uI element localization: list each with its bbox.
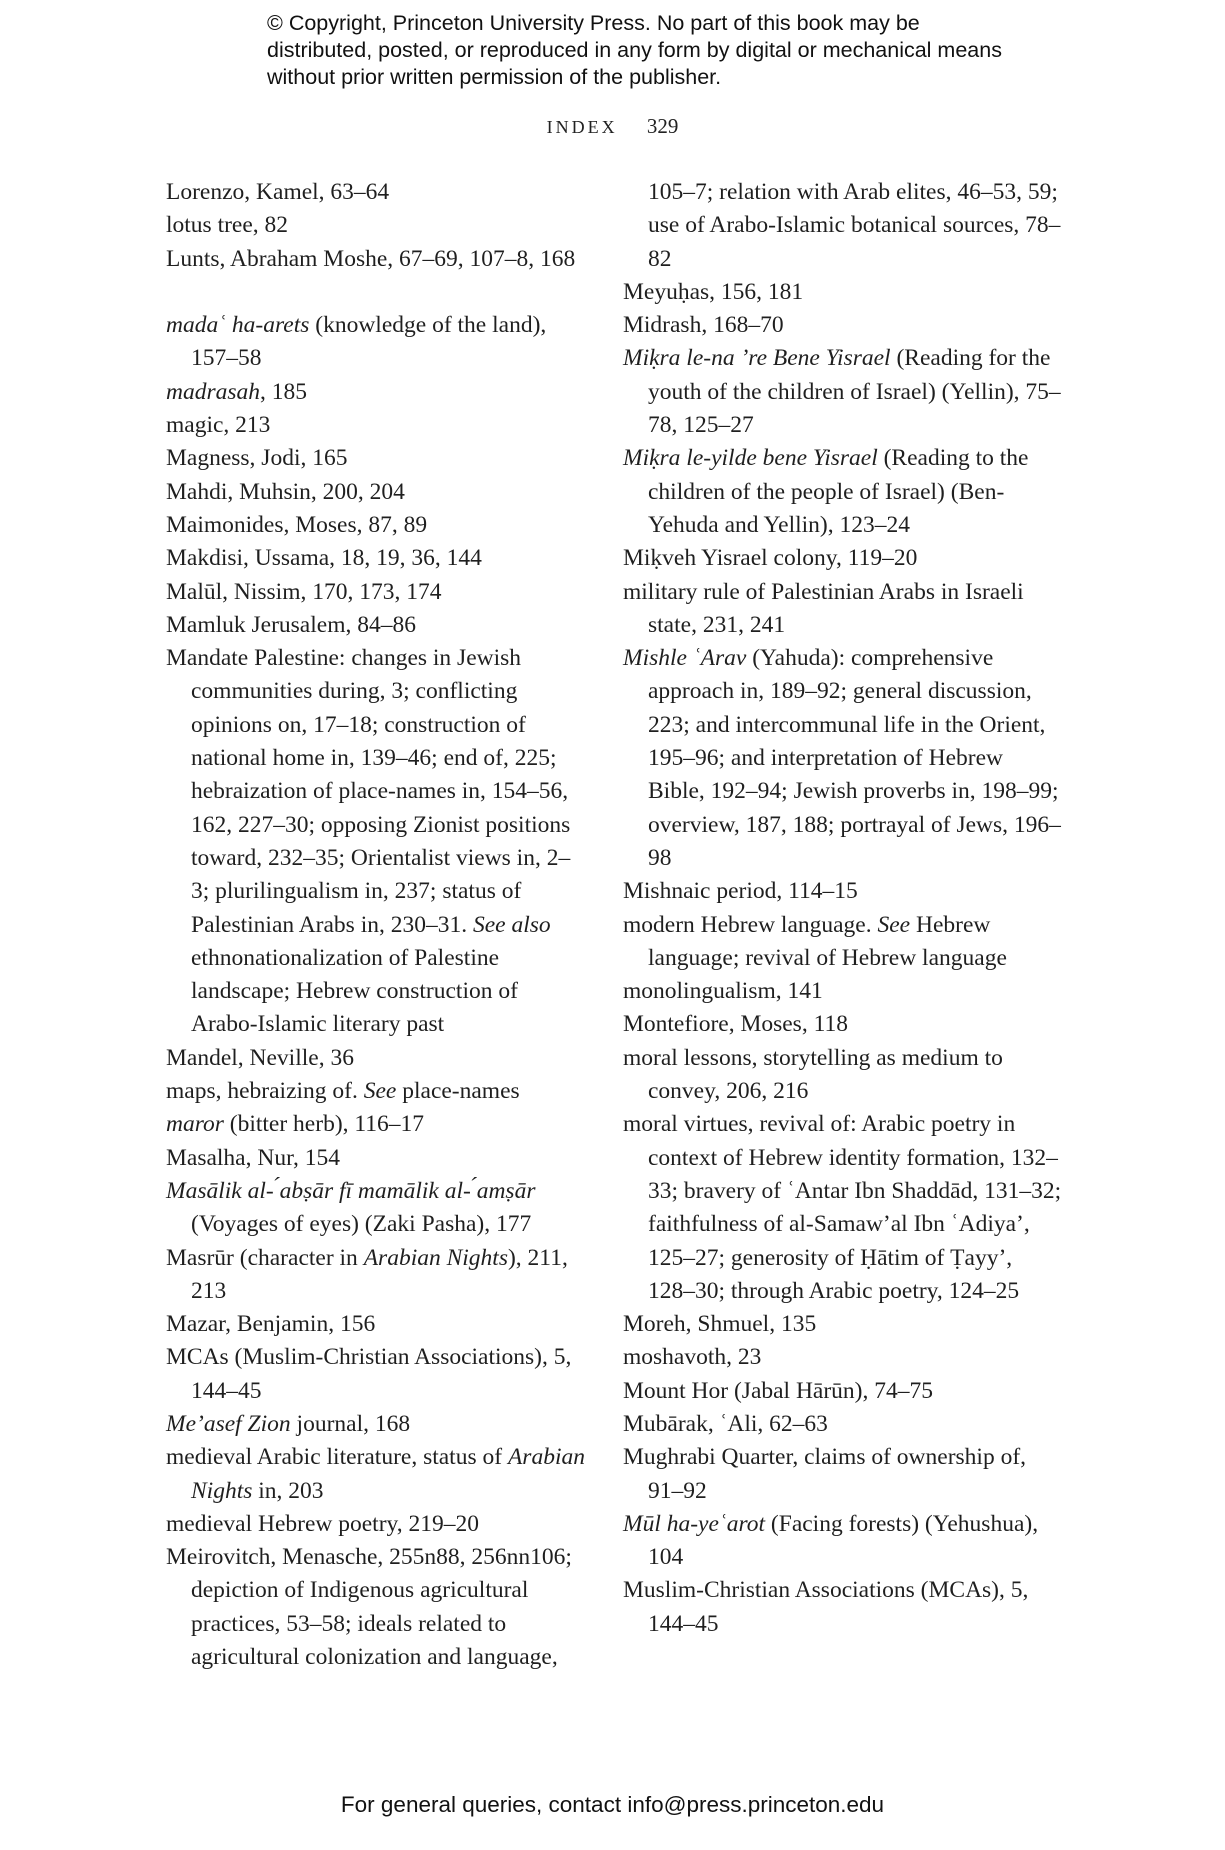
index-entry: medieval Hebrew poetry, 219–20 xyxy=(166,1510,480,1537)
index-entry: Mandel, Neville, 36 xyxy=(166,1044,354,1071)
index-entry: Maimonides, Moses, 87, 89 xyxy=(166,511,428,538)
index-entry: Mamluk Jerusalem, 84–86 xyxy=(166,611,416,638)
running-head xyxy=(0,114,1225,139)
index-entry: moral lessons, storytelling as medium to convey, 206, 216 xyxy=(623,1044,1003,1105)
index-entry: Lorenzo, Kamel, 63–64 xyxy=(166,179,390,205)
index-entry: madaʿ ha-arets (knowledge of the land), 157–58 xyxy=(166,312,547,372)
index-entry: Masrūr (character in Arabian Nights), 211, 213 xyxy=(166,1244,568,1304)
index-entry: Montefiore, Moses, 118 xyxy=(623,1011,848,1038)
index-entry: madrasah, 185 xyxy=(166,378,308,405)
index-entry: military rule of Palestinian Arabs in Israeli state, 231, 241 xyxy=(623,578,1024,638)
index-entry: Midrash, 168–70 xyxy=(623,312,784,339)
index-entry: Masālik al- ́abṣār fī mamālik al- ́amṣār (Voyages of eyes) (Zaki Pasha), 177 xyxy=(166,1177,536,1238)
index-entry: Makdisi, Ussama, 18, 19, 36, 144 xyxy=(166,545,482,572)
index-entry: Mughrabi Quarter, claims of ownership of, 91–92 xyxy=(623,1444,1027,1504)
index-entry: maror (bitter herb), 116–17 xyxy=(166,1111,425,1138)
index-column-right xyxy=(623,176,1063,1641)
index-entry: Moreh, Shmuel, 135 xyxy=(623,1311,817,1338)
index-entry: Miḳra le-yilde bene Yisrael (Reading to the children of the people of Israel) (Ben-Yehuda and Yellin), 123–24 xyxy=(623,445,1029,538)
index-entry: magic, 213 xyxy=(166,412,271,439)
index-entry: monolingualism, 141 xyxy=(623,978,823,1005)
index-entry: Masalha, Nur, 154 xyxy=(166,1144,340,1171)
index-entry: Muslim-Christian Associations (MCAs), 5, 144–45 xyxy=(623,1577,1029,1637)
index-entry: lotus tree, 82 xyxy=(166,212,289,239)
index-entry: moral virtues, revival of: Arabic poetry in context of Hebrew identity formation, 132–33; bravery of ʿAntar Ibn Shaddād, 131–32; faithfulness of al-Samaw’al Ibn ʿAdiya’, 125–27; generosity of Ḥātim of Ṭayy’, 128–30; through Arabic poetry, 124–25 xyxy=(623,1111,1062,1304)
index-entry: Mandate Palestine: changes in Jewish communities during, 3; conflicting opinions on, 17–18; construction of national home in, 139–46; end of, 225; hebraization of place-names in, 154–56, 162, 227–30; opposing Zionist positions toward, 232–35; Orientalist views in, 2–3; plurilingualism in, 237; status of Palestinian Arabs in, 230–31. See also ethnonationalization of Palestine landscape; Hebrew construction of Arabo-Islamic literary past xyxy=(166,645,571,1038)
index-entry: Meyuḥas, 156, 181 xyxy=(623,278,804,305)
page-number: 329 xyxy=(646,114,679,138)
index-entry: Mahdi, Muhsin, 200, 204 xyxy=(166,478,405,505)
running-head-label: INDEX xyxy=(546,117,618,137)
index-entry: 105–7; relation with Arab elites, 46–53, 59; use of Arabo-Islamic botanical sources, 78–82 xyxy=(648,179,1061,272)
index-entry: Me’asef Zion journal, 168 xyxy=(166,1410,411,1437)
index-entry: Mount Hor (Jabal Hārūn), 74–75 xyxy=(623,1377,934,1404)
index-entry: maps, hebraizing of. See place-names xyxy=(166,1078,520,1105)
index-column-left xyxy=(166,176,586,1674)
copyright-notice: © Copyright, Princeton University Press. No part of this book may be distributed, posted, or reproduced in any form by digital or mechanical means without prior written permission of the publisher. xyxy=(267,11,1002,89)
index-entry: MCAs (Muslim-Christian Associations), 5, 144–45 xyxy=(166,1344,572,1404)
index-entry: modern Hebrew language. See Hebrew language; revival of Hebrew language xyxy=(623,911,1007,971)
index-entry: Malūl, Nissim, 170, 173, 174 xyxy=(166,578,442,605)
index-entry: Mazar, Benjamin, 156 xyxy=(166,1311,376,1338)
index-entry: Meirovitch, Menasche, 255n88, 256nn106; depiction of Indigenous agricultural practices, 53–58; ideals related to agricultural colonization and language, xyxy=(166,1544,572,1671)
index-entry: Magness, Jodi, 165 xyxy=(166,445,348,472)
index-entry: moshavoth, 23 xyxy=(623,1344,762,1371)
index-entry: Mishnaic period, 114–15 xyxy=(623,878,858,905)
index-entry: Miḳveh Yisrael colony, 119–20 xyxy=(623,545,918,572)
index-entry: Mishle ʿArav (Yahuda): comprehensive approach in, 189–92; general discussion, 223; and intercommunal life in the Orient, 195–96; and interpretation of Hebrew Bible, 192–94; Jewish proverbs in, 198–99; overview, 187, 188; portrayal of Jews, 196–98 xyxy=(623,645,1061,871)
index-entry: Mubārak, ʿAli, 62–63 xyxy=(623,1410,828,1437)
index-entry: Lunts, Abraham Moshe, 67–69, 107–8, 168 xyxy=(166,245,576,272)
index-entry: Mūl ha-yeʿarot (Facing forests) (Yehushua), 104 xyxy=(623,1510,1039,1571)
index-entry: medieval Arabic literature, status of Arabian Nights in, 203 xyxy=(166,1444,585,1504)
index-entry: Miḳra le-na ’re Bene Yisrael (Reading for the youth of the children of Israel) (Yellin), 75–78, 125–27 xyxy=(623,345,1061,439)
contact-footer: For general queries, contact info@press.princeton.edu xyxy=(340,1792,885,1817)
entry-gap xyxy=(166,276,586,309)
